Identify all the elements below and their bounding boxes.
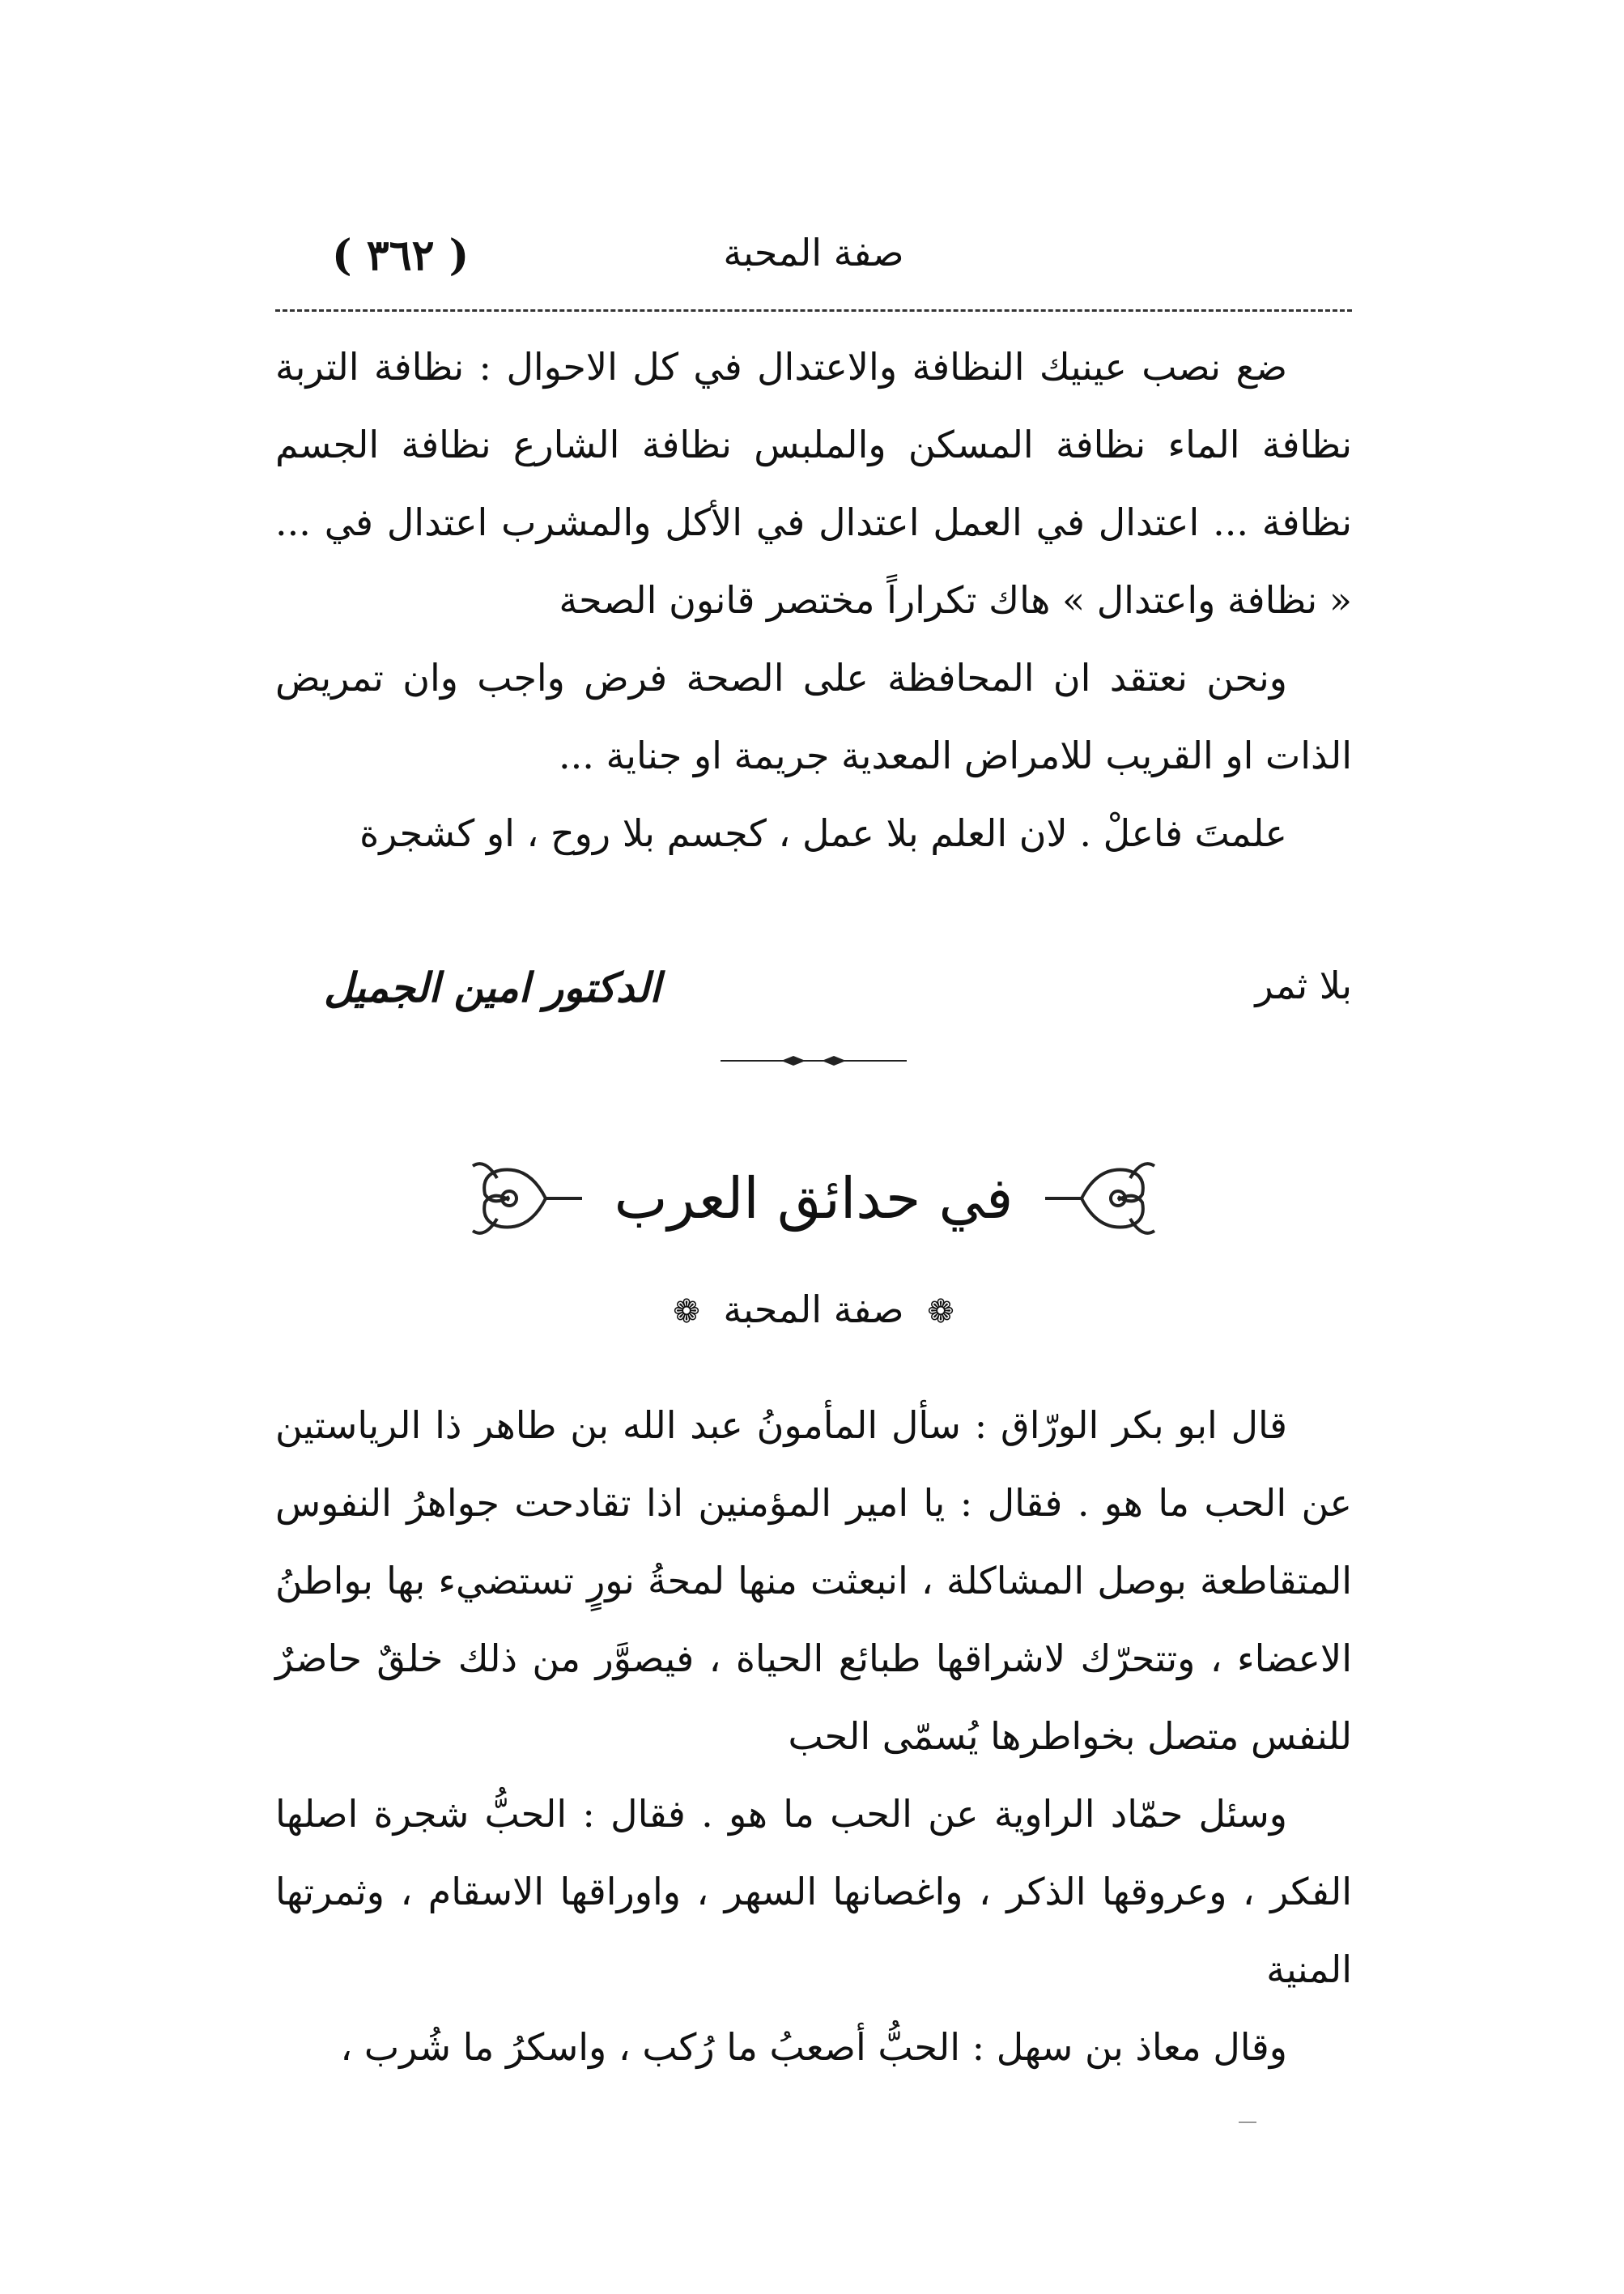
- signature-line: [275, 964, 1352, 1041]
- author-signature: الدكتور امين الجميل: [324, 964, 661, 1011]
- subsection-title: صفة المحبة: [723, 1287, 904, 1331]
- section-divider: [712, 1053, 915, 1069]
- main-text: [275, 1386, 1352, 2086]
- floral-ornament-icon: [1037, 1150, 1158, 1247]
- ornament-mark-icon: ❁: [927, 1293, 954, 1330]
- subsection-heading: [275, 1287, 1352, 1331]
- scan-mark: [1239, 2122, 1256, 2123]
- ornament-mark-icon: ❁: [673, 1293, 700, 1330]
- section-title-text: في حدائق العرب: [614, 1165, 1014, 1232]
- paragraph: ضع نصب عينيك النظافة والاعتدال في كل الاحوال : نظافة التربة نظافة الماء نظافة المسكن والملبس نظافة الشارع نظافة الجسم نظافة ... اعتدال في العمل اعتدال في الأكل والمشرب اعتدال في ... « نظافة واعتدال » هاك تكراراً مختصر قانون الصحة: [275, 345, 1352, 622]
- paragraph: وسئل حمّاد الراوية عن الحب ما هو . فقال : الحبُّ شجرة اصلها الفكر ، وعروقها الذكر ، واغصانها السهر ، واوراقها الاسقام ، وثمرتها المنية: [275, 1792, 1352, 1991]
- paragraph: ونحن نعتقد ان المحافظة على الصحة فرض واجب وان تمريض الذات او القريب للامراض المعدية جريمة او جناية ...: [275, 656, 1352, 777]
- page-number: ( ٣٦٢ ): [332, 231, 470, 280]
- running-header: [275, 231, 1352, 296]
- last-line-text: بلا ثمر: [1255, 964, 1352, 1007]
- section-title: [437, 1142, 1190, 1255]
- header-rule: [275, 309, 1352, 312]
- paragraph: قال ابو بكر الورّاق : سأل المأمونُ عبد الله بن طاهر ذا الرياستين عن الحب ما هو . فقال : يا امير المؤمنين اذا تقادحت جواهرُ النفوس المتقاطعة بوصل المشاكلة ، انبعثت منها لمحةُ نورٍ تستضيء بها بواطنُ الاعضاء ، وتتحرّك لاشراقها طبائع الحياة ، فيصوَّر من ذلك خلقٌ حاضرٌ للنفس متصل بخواطرها يُسمّى الحب: [275, 1403, 1352, 1758]
- floral-ornament-icon: [469, 1150, 590, 1247]
- paragraph: علمتَ فاعلْ . لان العلم بلا عمل ، كجسم بلا روح ، او كشجرة: [359, 811, 1287, 855]
- top-section-text: [275, 328, 1352, 872]
- running-title: صفة المحبة: [723, 231, 904, 275]
- paragraph: وقال معاذ بن سهل : الحبُّ أصعبُ ما رُكب ، واسكرُ ما شُرب ،: [340, 2025, 1287, 2069]
